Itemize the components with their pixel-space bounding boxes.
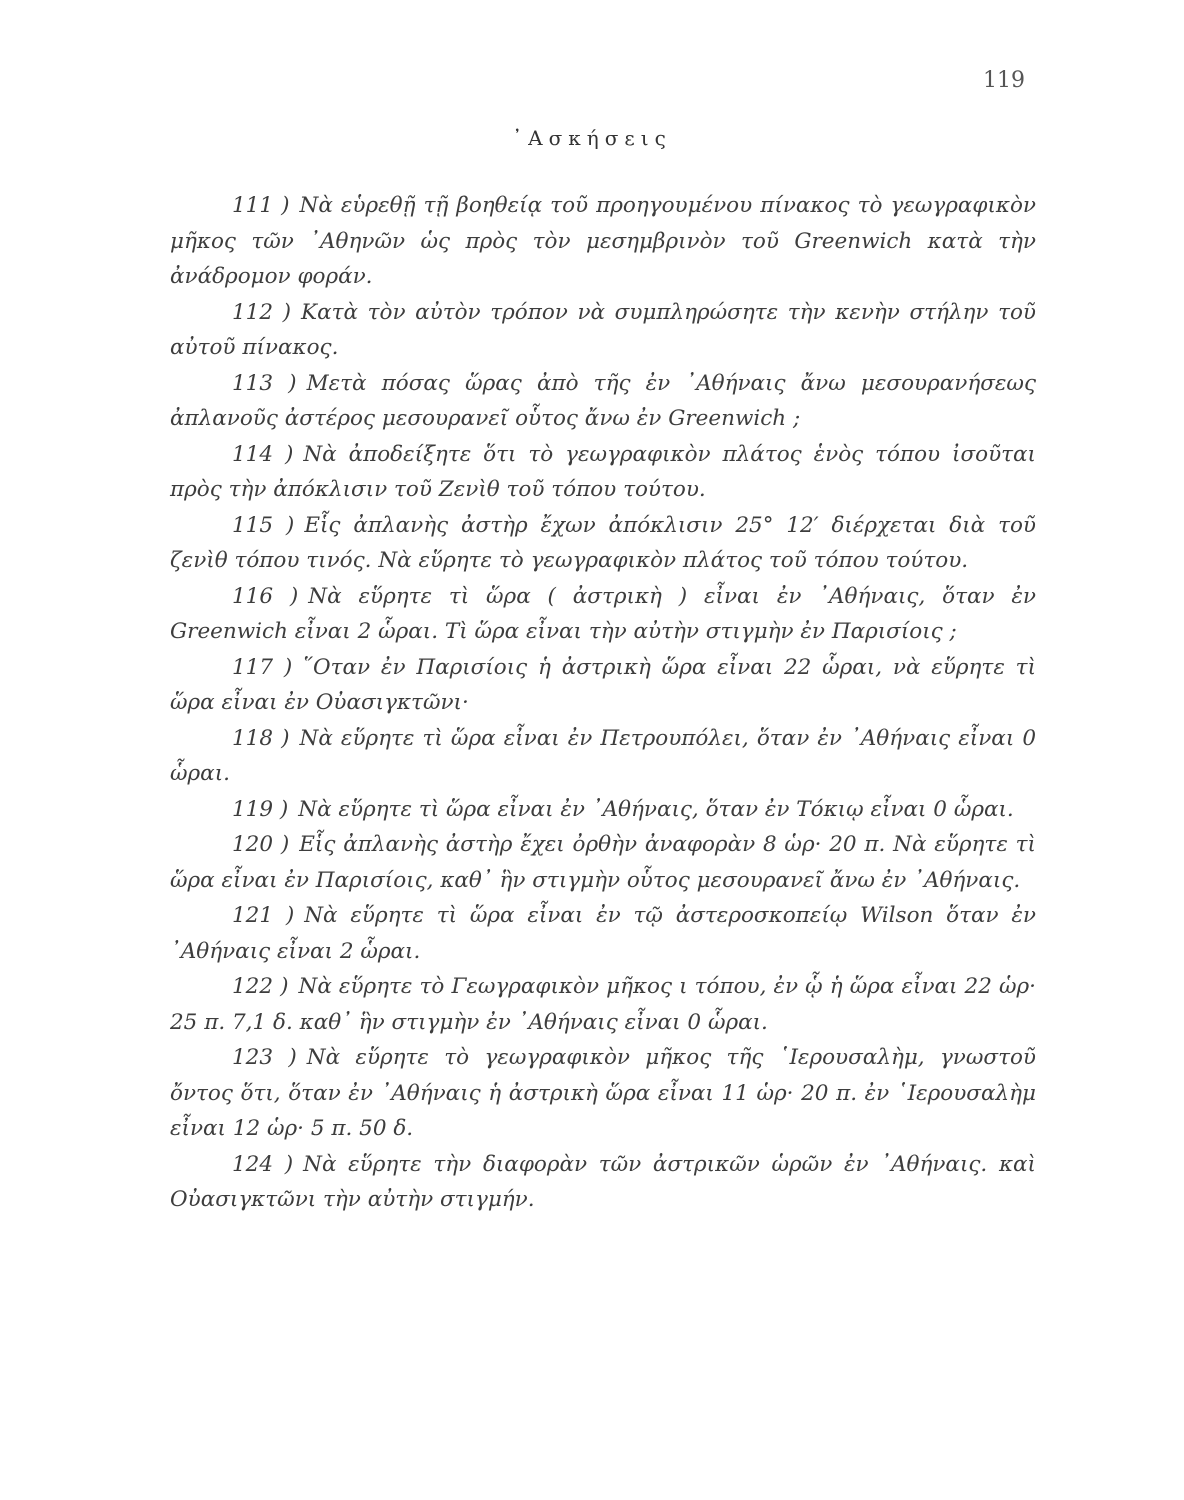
exercise-number: 115 ) <box>232 512 295 538</box>
exercise-text: Νὰ εὕρητε τὶ ὥρα εἶναι ἐν ᾿Αθήναις, ὅταν ἐν Τόκιῳ εἶναι 0 ὧραι. <box>298 796 1014 822</box>
exercise-number: 123 ) <box>232 1045 297 1070</box>
exercise-120 <box>170 827 1036 898</box>
exercise-text: Νὰ εὑρεθῇ τῇ βοηθείᾳ τοῦ προηγουμένου πίνακος τὸ γεωγραφικὸν μῆκος τῶν ᾿Αθηνῶν ὡς πρὸς τὸν μεσημβρινὸν τοῦ Greenwich κατὰ τὴν ἀνάδρομον φοράν. <box>170 193 1036 289</box>
section-heading: ᾿Ασκήσεις <box>512 126 672 150</box>
exercise-115 <box>170 508 1036 579</box>
exercise-number: 118 ) <box>232 725 290 751</box>
exercise-112 <box>170 295 1036 366</box>
exercise-number: 124 ) <box>232 1151 294 1177</box>
exercise-text: Νὰ εὕρητε τὸ Γεωγραφικὸν μῆκος ι τόπου, ἐν ᾧ ἡ ὥρα εἶναι 22 ὡρ· 25 π. 7,1 δ. καθ᾿ ἣν στιγμὴν ἐν ᾿Αθήναις εἶναι 0 ὧραι. <box>170 974 1036 1035</box>
exercise-number: 112 ) <box>232 299 292 325</box>
exercise-number: 116 ) <box>232 583 299 609</box>
exercise-number: 113 ) <box>232 370 297 396</box>
exercise-111 <box>170 188 1036 295</box>
exercise-text: Νὰ εὕρητε τὴν διαφορὰν τῶν ἀστρικῶν ὡρῶν ἐν ᾿Αθήναις. καὶ Οὐασιγκτῶνι τὴν αὐτὴν στιγμήν. <box>170 1151 1036 1212</box>
exercise-118 <box>170 721 1036 792</box>
exercise-text: Εἷς ἀπλανὴς ἀστὴρ ἔχει ὀρθὴν ἀναφορὰν 8 ὡρ· 20 π. Νὰ εὕρητε τὶ ὥρα εἶναι ἐν Παρισίοις, καθ᾿ ἣν στιγμὴν οὗτος μεσουρανεῖ ἄνω ἐν ᾿Αθήναις. <box>170 832 1036 893</box>
exercise-124 <box>170 1147 1036 1218</box>
exercise-121 <box>170 898 1036 969</box>
exercise-text: Κατὰ τὸν αὐτὸν τρόπον νὰ συμπληρώσητε τὴν κενὴν στήλην τοῦ αὐτοῦ πίνακος. <box>170 299 1036 360</box>
exercise-text: Μετὰ πόσας ὥρας ἀπὸ τῆς ἐν ᾿Αθήναις ἄνω μεσουρανήσεως ἀπλανοῦς ἀστέρος μεσουρανεῖ οὗτος ἄνω ἐν Greenwich ; <box>170 370 1037 431</box>
exercise-number: 119 ) <box>232 796 289 822</box>
exercise-text: Νὰ εὕρητε τὶ ὥρα εἶναι ἐν τῷ ἀστεροσκοπείῳ Wilson ὅταν ἐν ᾿Αθήναις εἶναι 2 ὧραι. <box>170 903 1036 964</box>
exercise-number: 121 ) <box>232 903 295 928</box>
exercise-117 <box>170 650 1036 721</box>
exercise-number: 122 ) <box>232 974 289 999</box>
exercise-text: Νὰ εὕρητε τὸ γεωγραφικὸν μῆκος τῆς ῾Ιερουσαλὴμ, γνωστοῦ ὄντος ὅτι, ὅταν ἐν ᾿Αθήναις ἡ ἀστρικὴ ὥρα εἶναι 11 ὡρ· 20 π. ἐν ῾Ιερουσαλὴμ εἶναι 12 ὡρ· 5 π. 50 δ. <box>170 1045 1036 1141</box>
exercise-text: Νὰ εὕρητε τὶ ὥρα ( ἀστρικὴ ) εἶναι ἐν ᾿Αθήναις, ὅταν ἐν Greenwich εἶναι 2 ὧραι. Τὶ ὥρα εἶναι τὴν αὐτὴν στιγμὴν ἐν Παρισίοις ; <box>170 583 1037 644</box>
exercise-number: 114 ) <box>232 441 294 467</box>
exercise-number: 111 ) <box>232 193 290 218</box>
exercise-114 <box>170 437 1036 508</box>
exercise-116 <box>170 579 1036 650</box>
exercise-123 <box>170 1040 1036 1147</box>
exercise-list <box>170 188 1036 1218</box>
exercise-text: ῞Οταν ἐν Παρισίοις ἡ ἀστρικὴ ὥρα εἶναι 22 ὧραι, νὰ εὕρητε τὶ ὥρα εἶναι ἐν Οὐασιγκτῶνι· <box>170 654 1037 715</box>
exercise-number: 117 ) <box>232 654 293 680</box>
exercise-text: Εἷς ἀπλανὴς ἀστὴρ ἔχων ἀπόκλισιν 25° 12′ διέρχεται διὰ τοῦ ζενὶθ τόπου τινός. Νὰ εὕρητε τὸ γεωγραφικὸν πλάτος τοῦ τόπου τούτου. <box>170 512 1036 573</box>
exercise-text: Νὰ εὕρητε τὶ ὥρα εἶναι ἐν Πετρουπόλει, ὅταν ἐν ᾿Αθήναις εἶναι 0 ὧραι. <box>170 725 1036 786</box>
exercise-number: 120 ) <box>232 832 290 857</box>
page-number: 119 <box>983 68 1025 93</box>
exercise-113 <box>170 366 1036 437</box>
exercise-119 <box>170 792 1036 828</box>
exercise-122 <box>170 969 1036 1040</box>
exercise-text: Νὰ ἀποδείξητε ὅτι τὸ γεωγραφικὸν πλάτος ἑνὸς τόπου ἰσοῦται πρὸς τὴν ἀπόκλισιν τοῦ Ζενὶθ τοῦ τόπου τούτου. <box>170 441 1036 502</box>
